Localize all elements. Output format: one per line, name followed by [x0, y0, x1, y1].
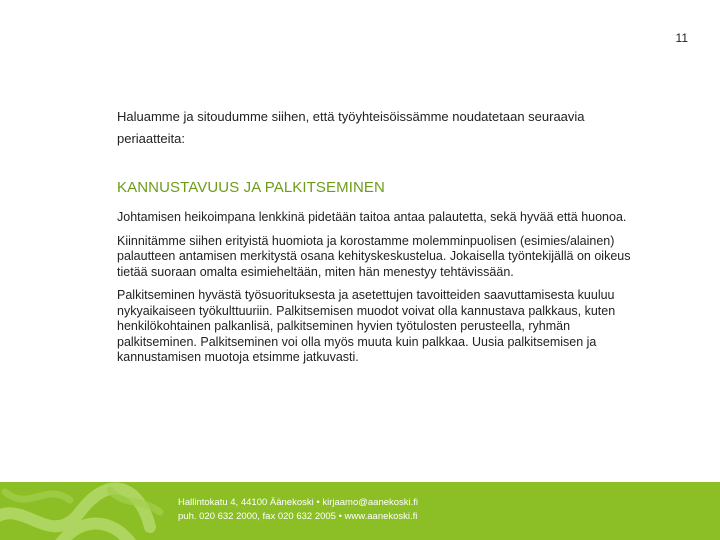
page-number: 11 — [675, 31, 688, 45]
section-heading: KANNUSTAVUUS JA PALKITSEMINEN — [117, 179, 385, 196]
footer-contact — [178, 496, 418, 524]
paragraph: Johtamisen heikoimpana lenkkinä pidetään taitoa antaa palautetta, sekä hyvää että huonoa. — [117, 210, 627, 224]
body-text — [117, 210, 649, 374]
footer-phone: puh. 020 632 2000, fax 020 632 2005 • www.aanekoski.fi — [178, 511, 418, 522]
paragraph: Kiinnitämme siihen erityistä huomiota ja korostamme molemminpuolisen (esimies/alainen) palautteen antamisen merkitystä osana kehityskeskustelua. Jokaisella työntekijällä on oikeus tietää suoraan omalta esimieheltään, miten hän menestyy tehtävissään. — [117, 233, 631, 279]
intro-text: Haluamme ja sitoudumme siihen, että työyhteisöissämme noudatetaan seuraavia periaatteita: — [117, 109, 585, 146]
footer-address: Hallintokatu 4, 44100 Äänekoski • kirjaamo@aanekoski.fi — [178, 497, 419, 508]
footer-bar — [0, 482, 720, 540]
paragraph: Palkitseminen hyvästä työsuorituksesta ja asetettujen tavoitteiden saavuttamisesta kuuluu nykyaikaiseen työkulttuuriin. Palkitsemisen muodot voivat olla kannustava palkkaus, kuten henkilökohtainen palkanlisä, palkitseminen hyvien työtulosten perusteella, ryhmän palkitseminen. Palkitseminen voi olla myös muuta kuin palkkaa. Uusia palkitsemisen ja kannustamisen muotoja etsimme jatkuvasti. — [117, 288, 616, 364]
